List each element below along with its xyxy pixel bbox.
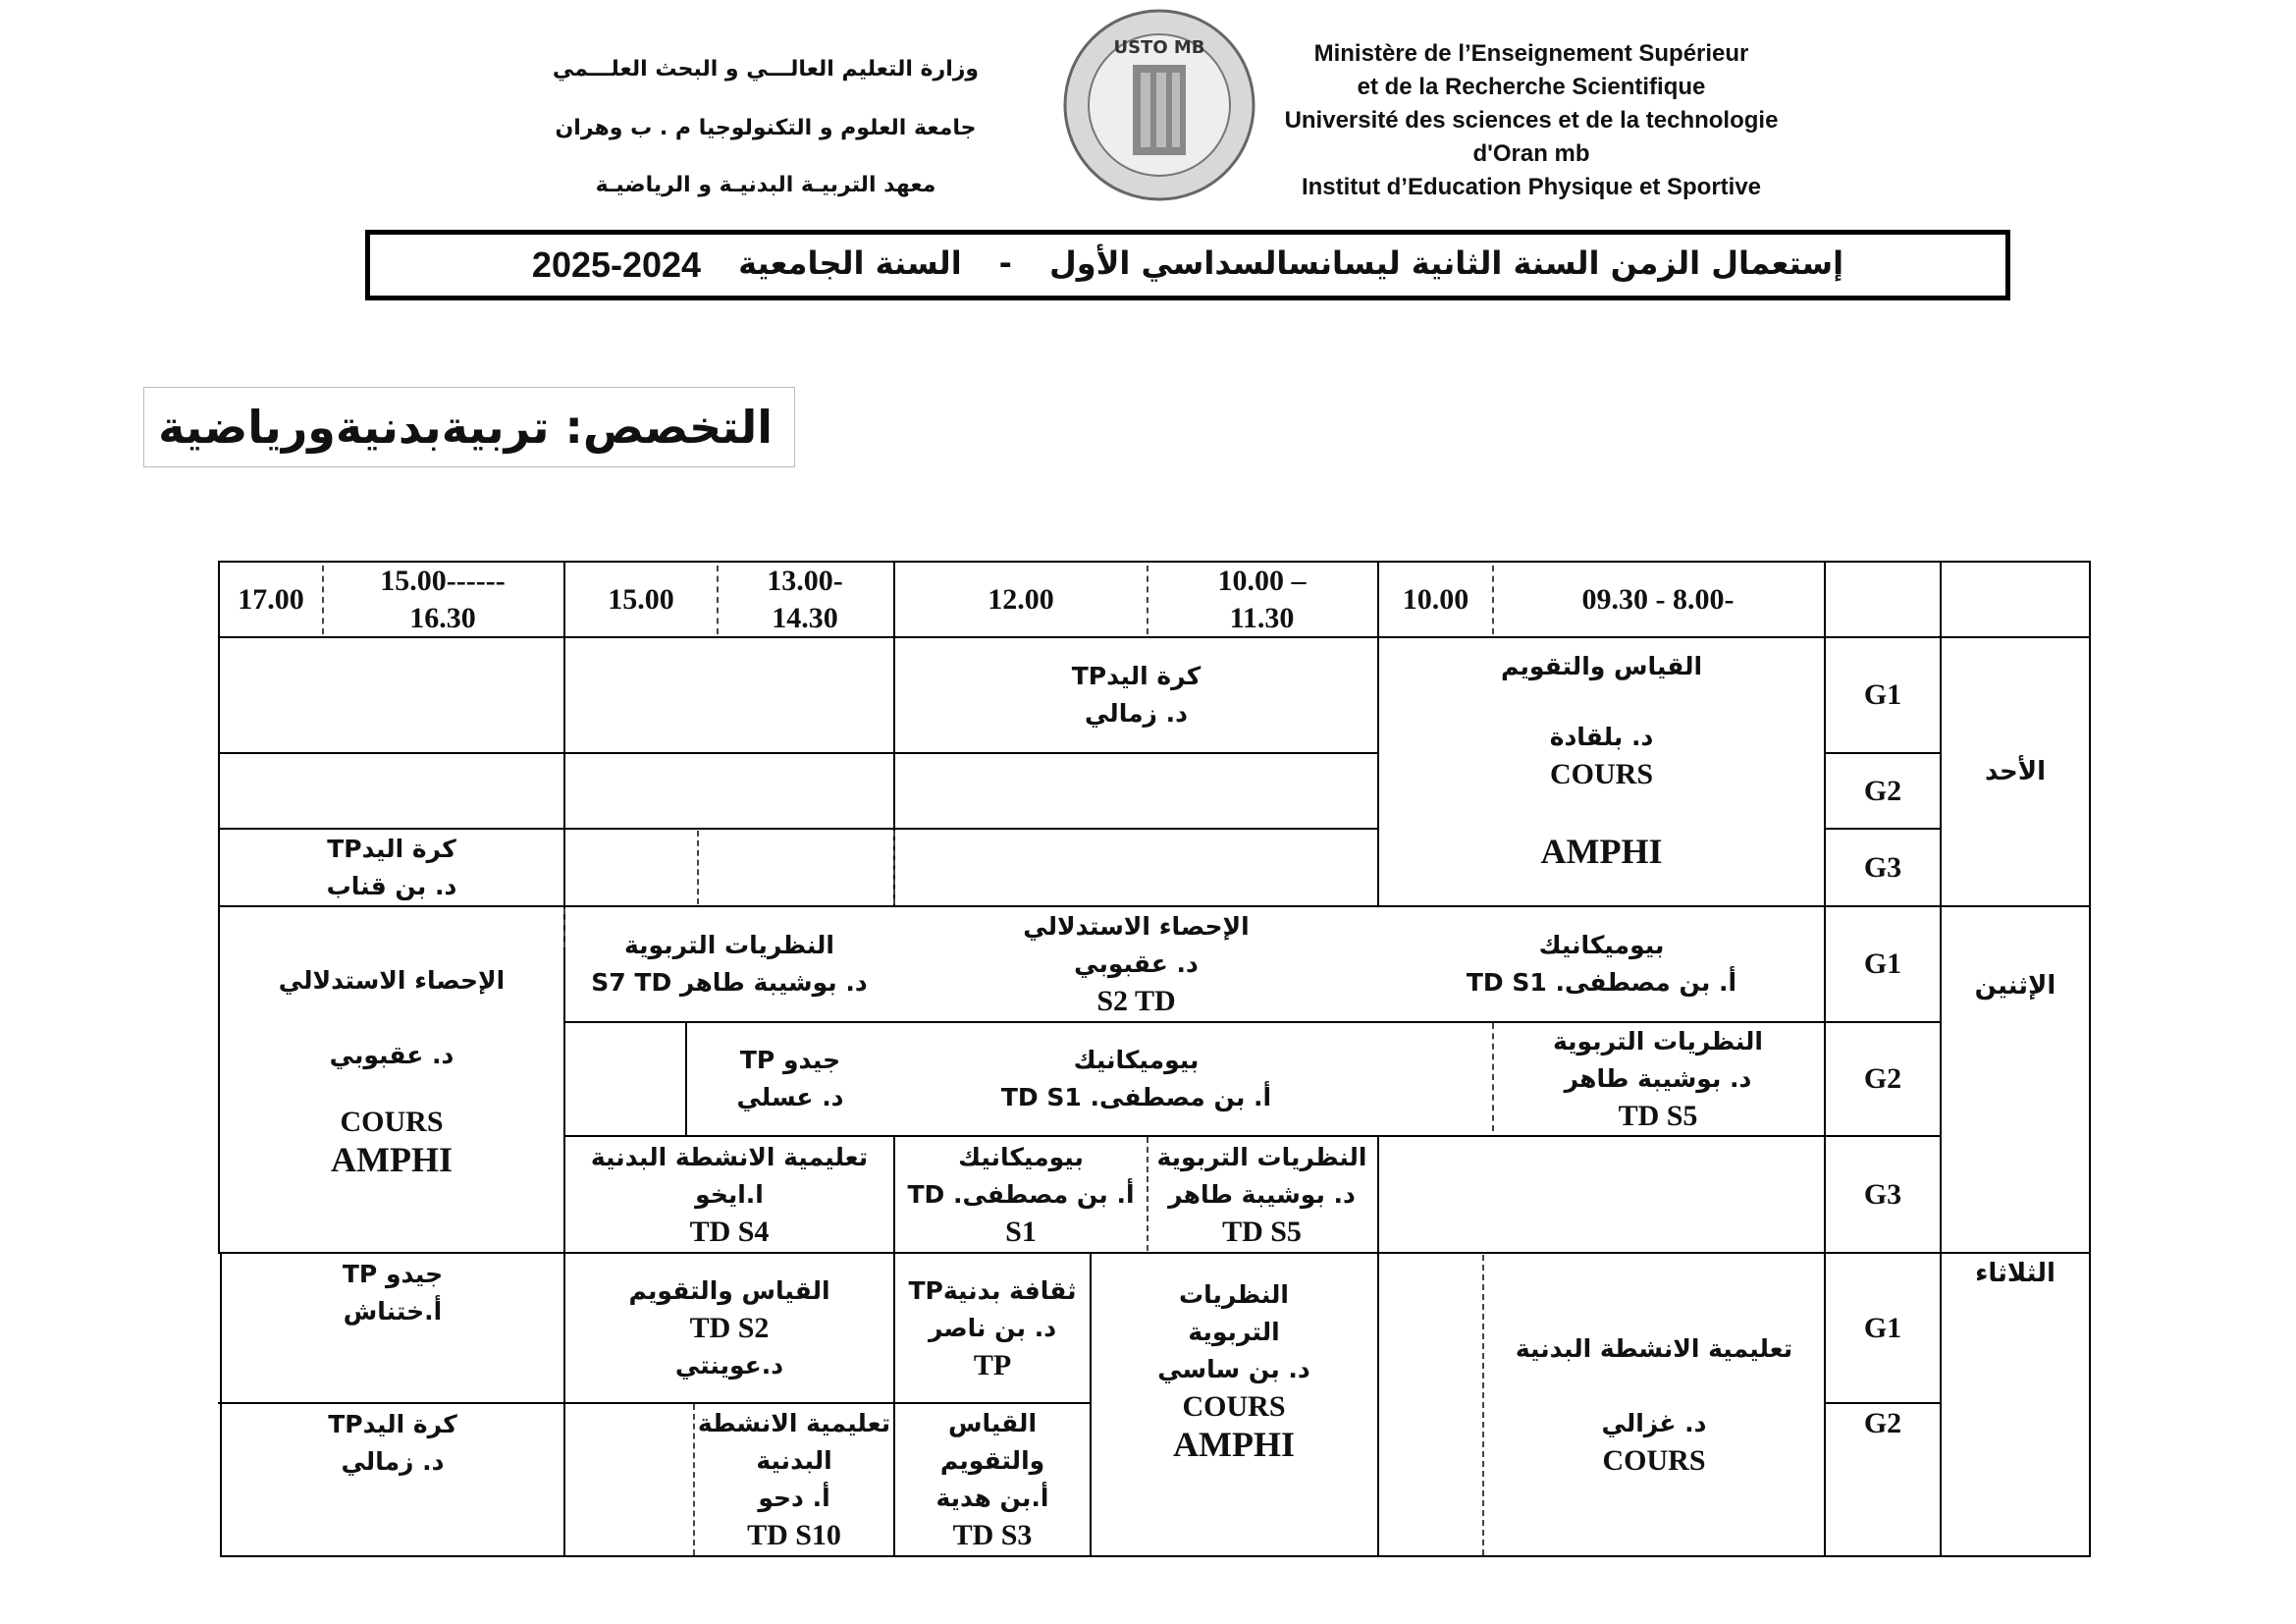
time-slot-8: 17.00 [238, 582, 304, 616]
session-monday-cours: الإحصاء الاستدلالي د. عقبوبي COURS AMPHI [278, 966, 506, 1179]
session-tuesday-g1-b: القياس والتقويم TD S2 د.عوينتي [628, 1275, 830, 1380]
session-monday-g1-c: النظريات التربوية د. بوشيبة طاهر S7 TD [591, 931, 868, 997]
logo-text: USTO MB [1113, 37, 1205, 58]
time-slot-6: 15.00 [608, 582, 674, 616]
specialty-label: التخصص: تربيةبدنيةورياضية [158, 401, 773, 454]
institute-fr: Institut d’Education Physique et Sportive [1301, 174, 1762, 200]
group-label: G3 [1863, 850, 1902, 884]
time-slot-7: 15.00------ 16.30 [380, 564, 506, 634]
title-dash: - [998, 244, 1012, 282]
academic-year: 2025-2024 [531, 244, 702, 285]
time-slot-1: 09.30 - 8.00- [1581, 582, 1735, 616]
session-sunday-g3-tp: كرة اليدTP د. بن قناب [326, 834, 457, 900]
ministry-fr-2: et de la Recherche Scientifique [1357, 74, 1706, 100]
time-slot-4: 12.00 [988, 582, 1054, 616]
session-tuesday-g2-b: تعليمية الانشطة البدنية أ. دحو TD S10 [697, 1409, 891, 1551]
session-monday-g1-a: بيوميكانيك أ. بن مصطفى. TD S1 [1466, 931, 1737, 997]
session-monday-g3-c: تعليمية الانشطة البدنية ا.ايخو TD S4 [590, 1142, 869, 1248]
group-label: G3 [1863, 1177, 1902, 1211]
university-fr-2: d'Oran mb [1472, 140, 1590, 167]
title-main: إستعمال الزمن السنة الثانية ليسانسالسداسي الأول [1048, 244, 1844, 282]
group-label: G2 [1863, 1407, 1902, 1439]
day-sunday: الأحد [1984, 757, 2047, 786]
group-label: G1 [1863, 678, 1902, 711]
university-fr-1: Université des sciences et de la technologie [1284, 107, 1779, 134]
session-tuesday-g2-c: كرة اليدTP د. زمالي [328, 1410, 457, 1476]
session-tuesday-g1-a: ثقافة بدنيةTP د. بن ناصر TP [908, 1275, 1077, 1381]
session-monday-g2-b: بيوميكانيك أ. بن مصطفى. TD S1 [1000, 1046, 1272, 1111]
university-ar: جامعة العلوم و التكنولوجيا م . ب وهران [555, 116, 977, 140]
group-label: G1 [1863, 1311, 1902, 1344]
time-slot-5: 13.00- 14.30 [767, 564, 843, 634]
ministry-ar: وزارة التعليم العالـــي و البحث العلـــمي [552, 57, 980, 81]
session-monday-g1-b: الإحصاء الاستدلالي د. عقبوبي S2 TD [1023, 912, 1250, 1017]
institute-ar: معهد التربيـة البدنيـة و الرياضيـة [595, 173, 936, 197]
session-monday-g2-a: النظريات التربوية د. بوشيبة طاهر TD S5 [1553, 1027, 1763, 1132]
session-monday-g2-c: جيدو TP د. عسلي [736, 1046, 844, 1111]
time-slot-2: 10.00 [1402, 582, 1469, 616]
day-tuesday: الثلاثاء [1975, 1259, 2056, 1288]
group-label: G2 [1863, 1062, 1902, 1095]
session-tuesday-cours-b: النظريات التربوية د. بن ساسي COURS AMPHI [1157, 1280, 1310, 1464]
session-tuesday-g2-a: القياس والتقويم أ.بن هدية TD S3 [935, 1409, 1049, 1551]
year-label: السنة الجامعية [738, 244, 962, 282]
session-monday-g3-a: النظريات التربوية د. بوشيبة طاهر TD S5 [1156, 1142, 1367, 1248]
session-tuesday-cours-a: تعليمية الانشطة البدنية د. غزالي COURS [1515, 1333, 1793, 1477]
group-label: G1 [1863, 947, 1902, 980]
ministry-fr-1: Ministère de l’Enseignement Supérieur [1313, 40, 1749, 67]
day-monday: الإثنين [1974, 971, 2056, 1001]
session-sunday-g1-tp: كرة اليدTP د. زمالي [1071, 662, 1201, 728]
session-tuesday-g1-c: جيدو TP أ.ختناش [342, 1260, 444, 1326]
group-label: G2 [1863, 774, 1902, 807]
session-monday-g3-b: بيوميكانيك أ. بن مصطفى. TD S1 [907, 1142, 1135, 1248]
time-slot-3: 10.00 – 11.30 [1217, 564, 1307, 634]
session-sunday-cours: القياس والتقويم د. بلقادة COURS AMPHI [1500, 652, 1703, 871]
